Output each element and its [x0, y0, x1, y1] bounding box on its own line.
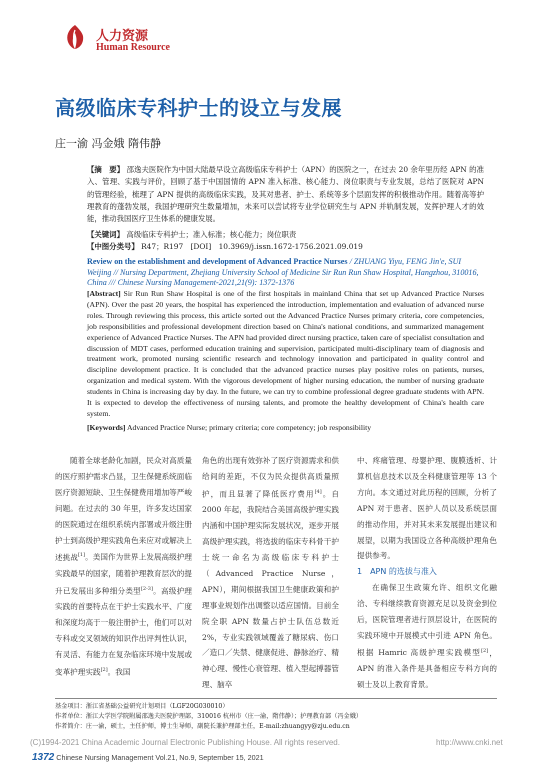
keywords-label: 【关键词】: [87, 230, 124, 239]
article-authors: 庄一渝 冯金娥 隋伟静: [55, 137, 161, 150]
citation-ref: [2]: [481, 647, 489, 654]
article-title: 高级临床专科护士的设立与发展: [55, 96, 342, 120]
citation-ref: [2]: [100, 666, 108, 673]
body-col3-text-b: 在确保卫生政策允许、组织文化融洽、专科继续教育资源充足以及资金到位后，医院管理者进行顶层设计，在医院的实践环境中开展模式中引进 APN 角色。根据 Hamric 高级护理实践模型: [357, 583, 497, 658]
body-col1-text: 随着全球老龄化加剧，民众对高质量的医疗照护需求凸显，卫生保健系统面临医疗资源短缺、卫生保健费用增加等严峻问题。在过去的 30 年里，许多发达国家的医院通过在组织系统内部署或升级注册护士到高级护理实践角色来应对或解决上述挑战: [55, 456, 192, 562]
english-abstract-text: Sir Run Run Shaw Hospital is one of the first hospitals in mainland China that set up Advanced Practice Nurses (APN). Over the past 20 years, the hospital has experienced the introduction, implementation and evaluation of advanced nurse roles. Through reviewing this process, this article sorted out the Advanced Practice Nurses primary criteria, core competencies, job responsibilities and professional development direction based on China's national conditions, and summarized management experience of Advanced Practice Nurses. The APN had provided direct nursing practice, taken care of specialist consultation and discussion of MDT cases, performed education training and supervision, participated multi-disciplinary team of diagnosis and treatment work, promoted nursing scientific research and technology innovation and participated in quality control and discipline development practice. It is concluded that the advanced practice nurses play positive roles on patients, nurses, organization and medical system. With the vigorous development of higher nursing education, the number of nursing graduate students in China is increasing day by day. In the future, we can try to combine professional degree graduate students with APN. It is expected to develop the effectiveness of nursing talents, and promote the healthy development of China's health care system.: [87, 289, 484, 418]
body-col3-text-c: ，APN 的准入条件是具备相应专科方向的硕士及以上教育背景。: [357, 648, 498, 690]
body-col2-text: 角色的出现有效弥补了医疗资源需求和供给间的差距，不仅为民众提供高质量照护，而且显著了降低医疗费用: [202, 456, 339, 499]
footnote-divider: [55, 698, 497, 699]
body-col2-text-b: 。自 2000 年起，我院结合美国高级护理实践内涵和中国护理实际发展状况，逐步开展高级护理实践，将选拔的临床专科骨干护士统一命名为高级临床专科护士（Advanced Practice Nurse，APN），期间根据我国卫生健康政策和护理事业规划作出调整以适应国情。目前全院全职 APN 数量占护士队伍总数近 2%，专业实践领域覆盖了糖尿病、伤口／造口／失禁、健康促进、静脉治疗、精神心理、慢性心衰管理、植入型起搏器管理、脑卒: [202, 489, 340, 690]
body-col1-text-b: 。美国作为世界上发展高级护理实践最早的国家，随着护理教育层次的提升已发展出多种细分类型: [55, 552, 193, 596]
citation-ref: [2-3]: [140, 585, 153, 592]
body-col1-text-d: 。我国: [107, 667, 131, 677]
body-column-3: [357, 453, 497, 693]
footnote-unit: 作者单位：浙江大学医学院附属邵逸夫医院护理部，310016 杭州市（庄一渝，隋伟静）；护理教育部（冯金娥）: [55, 713, 363, 720]
english-title-block: [87, 257, 484, 289]
section-heading: 1 APN 的选拔与准入: [357, 567, 437, 577]
body-col1-text-c: 。高级护理实践的首要特点在于护士实践水平、广度和深度均高于一般注册护士，他们可以对专科或交叉领域的知识作出评判性认识，有灵活、有能力在复杂临床环境中发展或变革护理实践: [55, 586, 192, 677]
page-number: 1372: [32, 752, 55, 763]
english-title: Review on the establishment and development of Advanced Practice Nurses: [87, 257, 348, 266]
abstract-label: 【摘 要】: [87, 165, 125, 174]
brand-chinese: 人力资源: [96, 29, 149, 44]
classification-label: 【中图分类号】: [87, 242, 139, 251]
copyright-watermark: (C)1994-2021 China Academic Journal Electronic Publishing House. All rights reserved.: [30, 738, 340, 747]
english-abstract: [87, 289, 484, 420]
brand-english: Human Resource: [96, 42, 170, 53]
citation-ref: [1]: [77, 552, 86, 559]
human-resource-logo-icon: [64, 24, 86, 50]
classification-line: [87, 241, 484, 252]
english-authors: / ZHUANG Yiyu, FENG Jin'e, SUI Weijing // Nursing Department, Zhejiang University School of Medicine Sir Run Run Shaw Hospital, Hangzhou, 310016, China /// Chinese Nursing Management-2021,21(9): 1372-1376: [87, 257, 479, 287]
body-col3-text: 中、疼痛管理、母婴护理、腹膜透析、计算机信息技术以及全科健康管理等 13 个方向。本文通过对此历程的回顾，分析了 APN 对于患者、医护人员以及系统层面的推动作用，并对其未来发展提出建议和展望，以期为我国设立各种高级护理角色提供参考。: [357, 456, 497, 561]
keywords-line: [87, 229, 484, 240]
footnote-fund: 基金项目：浙江省基础公益研究计划项目（LGF20G030010）: [55, 703, 229, 710]
body-column-1: [55, 453, 192, 680]
page-footer: [32, 752, 522, 763]
english-keywords-line: [87, 423, 484, 432]
classification-text: R47；R197 [DOI] 10.3969/j.issn.1672-1756.2021.09.019: [141, 242, 363, 251]
journal-info: Chinese Nursing Management Vol.21, No.9, September 15, 2021: [56, 753, 264, 762]
keywords-text: 高级临床专科护士；准入标准；核心能力；岗位职责: [126, 230, 297, 239]
chinese-abstract: [87, 164, 484, 225]
body-column-2: [202, 453, 339, 693]
english-abstract-label: [Abstract]: [87, 289, 121, 298]
cnki-link[interactable]: http://www.cnki.net: [436, 738, 503, 747]
footnote-bio: 作者简介：庄一渝，硕士，主任护师，博士生导师，副院长兼护理部主任，E-mail:zhuangyy@zju.edu.cn: [55, 723, 350, 730]
english-keywords-label: [Keywords]: [87, 423, 126, 432]
english-keywords-text: Advanced Practice Nurse; primary criteria; core competency; job responsibility: [126, 423, 372, 432]
citation-ref: [4]: [314, 488, 322, 495]
abstract-text: 邵逸夫医院作为中国大陆最早设立高级临床专科护士（APN）的医院之一，在过去 20 余年里历经 APN 的准入、管理、实践与评价，回顾了基于中国国情的 APN 准入标准、核心能力、岗位职责与专业发展，总结了医院对 APN 的管理经验，梳理了 APN 提供的高级临床实践，及其对患者、护士、系统等多个层面发挥的积极推动作用。随着高等护理教育的蓬勃发展，我国护理研究生数量增加，未来可以尝试将专业学位研究生与 APN 并轨制发展，发挥护理人才的效能，推动我国医疗卫生体系的健康发展。: [87, 165, 484, 224]
